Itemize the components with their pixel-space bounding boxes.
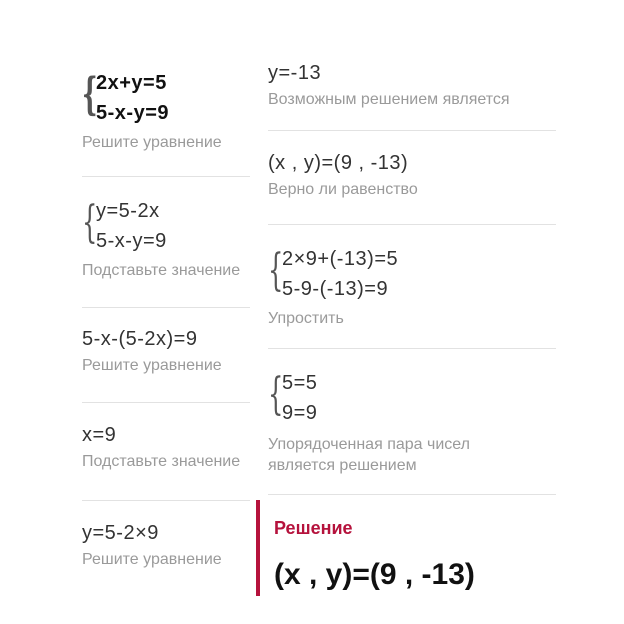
step-1-line-1: 2x+y=5 (96, 72, 167, 94)
brace-icon: { (268, 369, 284, 420)
divider (82, 307, 250, 308)
step-8-line-2: 5-9-(-13)=9 (282, 278, 389, 300)
divider (82, 176, 250, 177)
step-3-line-1: 5-x-(5-2x)=9 (82, 328, 198, 350)
step-6 (268, 62, 556, 109)
step-6-line-1: y=-13 (268, 62, 322, 84)
step-8 (268, 244, 556, 328)
brace-icon: { (268, 245, 284, 296)
step-3-hint[interactable]: Решите уравнение (82, 357, 222, 374)
step-2-hint[interactable]: Подставьте значение (82, 262, 241, 279)
step-2-line-1: y=5-2x (96, 200, 160, 222)
divider (268, 494, 556, 495)
divider (82, 500, 250, 501)
divider (82, 402, 250, 403)
solution-value: (x , y)=(9 , -13) (274, 558, 475, 591)
brace-icon: { (82, 69, 98, 120)
step-9-line-2: 9=9 (282, 402, 318, 424)
step-2-line-2: 5-x-y=9 (96, 230, 167, 252)
step-9-line-1: 5=5 (282, 372, 318, 394)
step-4 (82, 424, 250, 471)
step-5-line-1: y=5-2×9 (82, 522, 159, 544)
step-5-hint[interactable]: Решите уравнение (82, 551, 222, 568)
divider (268, 224, 556, 225)
step-1-line-2: 5-x-y=9 (96, 102, 169, 124)
step-3 (82, 328, 250, 375)
step-1 (82, 68, 250, 152)
divider (268, 348, 556, 349)
step-8-hint[interactable]: Упростить (268, 310, 344, 327)
step-6-hint[interactable]: Возможным решением является (268, 91, 510, 108)
step-2 (82, 196, 250, 280)
step-8-line-1: 2×9+(-13)=5 (282, 248, 399, 270)
divider (268, 130, 556, 131)
step-7-hint[interactable]: Верно ли равенство (268, 181, 418, 198)
solution-accent-bar (256, 500, 260, 596)
step-7-line-1: (x , y)=(9 , -13) (268, 152, 409, 174)
step-9-hint[interactable]: Упорядоченная пара чисел является решением (268, 436, 470, 474)
solution-title: Решение (274, 518, 353, 538)
step-7 (268, 152, 556, 199)
brace-icon: { (82, 197, 98, 248)
solution-card (256, 500, 556, 596)
step-1-hint[interactable]: Решите уравнение (82, 134, 222, 151)
step-9 (268, 368, 556, 476)
step-4-hint[interactable]: Подставьте значение (82, 453, 241, 470)
step-5 (82, 522, 250, 569)
step-4-line-1: x=9 (82, 424, 117, 446)
